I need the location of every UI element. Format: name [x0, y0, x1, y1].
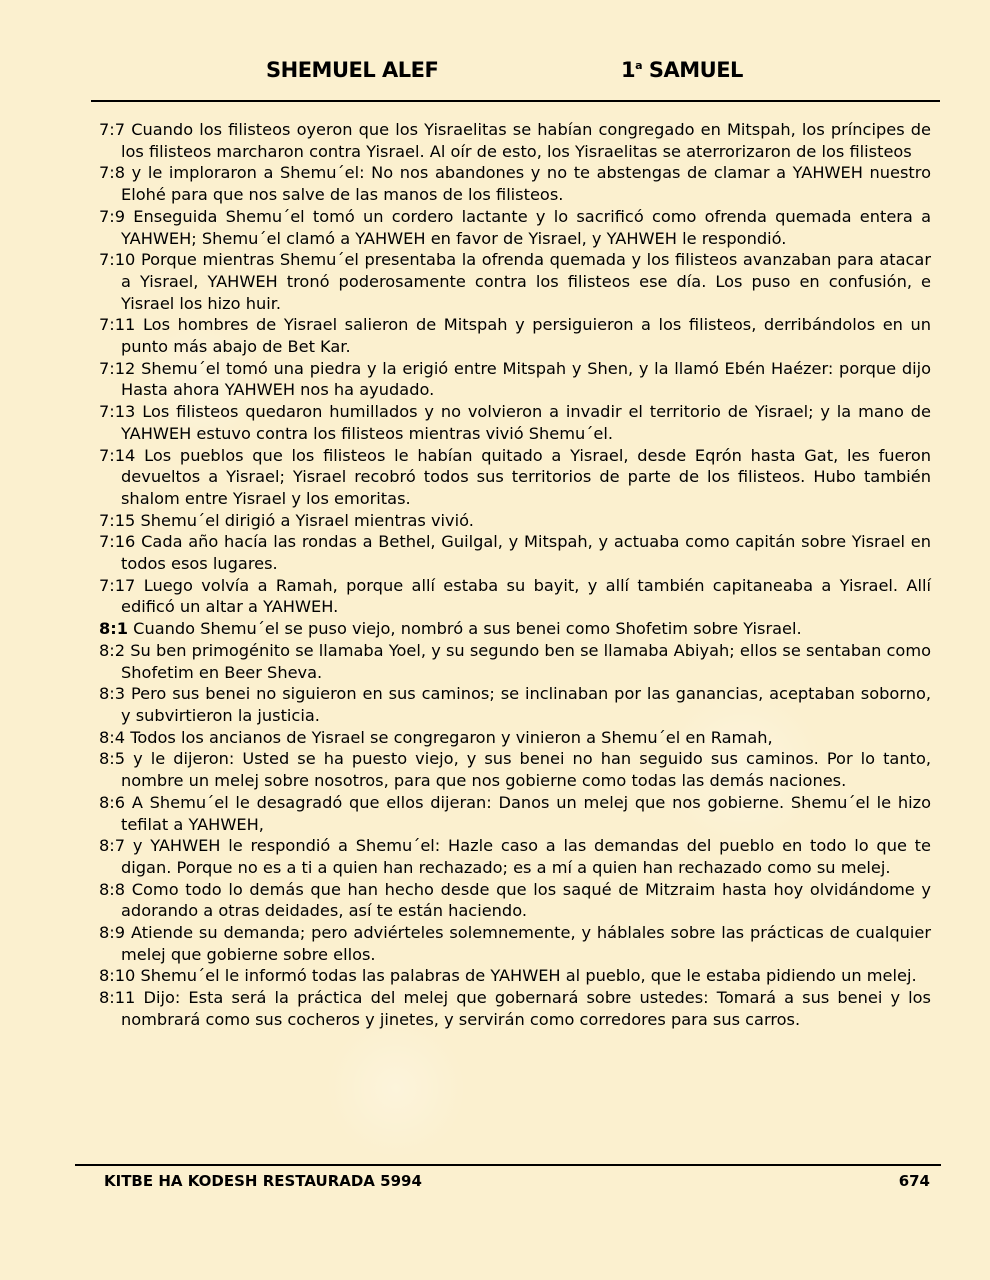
verse-text: Cada año hacía las rondas a Bethel, Guilgal, y Mitspah, y actuaba como capitán sobre Yisrael en todos esos lugares. — [121, 532, 931, 574]
verse — [99, 987, 931, 1030]
verse-reference: 8:4 — [99, 727, 126, 747]
page-header — [0, 58, 990, 90]
book-title-spanish — [621, 58, 743, 82]
verse-text: y YAHWEH le respondió a Shemu´el: Hazle caso a las demandas del pueblo en todo lo que te digan. Porque no es a ti a quien han rechazado; es a mí a quien han rechazado como su melej. — [121, 836, 931, 877]
verse-text: Su ben primogénito se llamaba Yoel, y su segundo ben se llamaba Abiyah; ellos se sentaban como Shofetim en Beer Sheva. — [121, 640, 932, 682]
verse-text: Shemu´el tomó una piedra y la erigió entre Mitspah y Shen, y la llamó Ebén Haézer: porque dijo Hasta ahora YAHWEH nos ha ayudado. — [121, 358, 931, 400]
verse-reference: 7:12 — [99, 358, 136, 378]
verse-text: Los pueblos que los filisteos le habían quitado a Yisrael, desde Eqrón hasta Gat, les fueron devueltos a Yisrael; Yisrael recobró todos sus territorios de parte de los filisteos. Hubo también shalom entre Yisrael y los emoritas. — [121, 445, 931, 508]
verse-reference: 7:17 — [99, 575, 136, 595]
verse-reference: 7:9 — [99, 206, 126, 226]
verse — [99, 640, 931, 683]
verse — [99, 792, 931, 835]
verse-reference: 7:7 — [99, 120, 126, 139]
verse-reference: 7:16 — [99, 532, 136, 552]
verse-reference: 7:10 — [99, 250, 136, 270]
verse — [99, 510, 931, 532]
verse — [99, 618, 931, 640]
verse-text: Shemu´el dirigió a Yisrael mientras vivió. — [140, 510, 474, 530]
verse — [99, 249, 931, 314]
verse-text: y le dijeron: Usted se ha puesto viejo, y sus benei no han seguido sus caminos. Por lo tanto, nombre un melej sobre nosotros, para que nos gobierne como todas las demás naciones. — [121, 749, 931, 791]
verse — [99, 748, 931, 791]
verse-text: Como todo lo demás que han hecho desde que los saqué de Mitzraim hasta hoy olvidándome y adorando a otras deidades, así te están haciendo. — [121, 879, 931, 921]
verse-reference: 8:10 — [99, 966, 136, 986]
verse-reference: 7:11 — [99, 315, 136, 335]
verse — [99, 575, 931, 618]
verse — [99, 206, 931, 249]
verse-reference: 8:1 — [99, 619, 128, 639]
verse — [99, 314, 931, 357]
verse — [99, 835, 931, 878]
verse — [99, 401, 931, 444]
verse-text: y le imploraron a Shemu´el: No nos abandones y no te abstengas de clamar a YAHWEH nuestro Elohé para que nos salve de las manos de los filisteos. — [121, 163, 931, 205]
footer-title: KITBE HA KODESH RESTAURADA 5994 — [104, 1172, 422, 1190]
header-divider — [91, 100, 940, 102]
verse-text: Luego volvía a Ramah, porque allí estaba su bayit, y allí también capitaneaba a Yisrael. Allí edificó un altar a YAHWEH. — [121, 575, 931, 617]
verse-reference: 8:7 — [99, 836, 126, 856]
verse-text: Pero sus benei no siguieron en sus caminos; se inclinaban por las ganancias, aceptaban soborno, y subvirtieron la justicia. — [121, 684, 931, 725]
verse — [99, 531, 931, 574]
verse — [99, 922, 931, 965]
verse-text: A Shemu´el le desagradó que ellos dijeran: Danos un melej que nos gobierne. Shemu´el le hizo tefilat a YAHWEH, — [121, 792, 931, 834]
verse-list — [99, 119, 931, 1031]
verse — [99, 965, 931, 987]
book-name: SAMUEL — [648, 58, 743, 82]
verse-reference: 8:9 — [99, 923, 126, 943]
verse-reference: 8:2 — [99, 640, 126, 660]
verse-reference: 8:8 — [99, 879, 126, 899]
verse-text: Porque mientras Shemu´el presentaba la ofrenda quemada y los filisteos avanzaban para atacar a Yisrael, YAHWEH tronó poderosamente contra los filisteos ese día. Los puso en confusión, e Yisrael los hizo huir. — [121, 250, 932, 313]
verse-reference: 7:15 — [99, 510, 136, 530]
verse-reference: 8:6 — [99, 792, 126, 812]
verse-text: Cuando Shemu´el se puso viejo, nombró a sus benei como Shofetim sobre Yisrael. — [133, 619, 802, 639]
verse — [99, 727, 931, 749]
verse-text: Todos los ancianos de Yisrael se congregaron y vinieron a Shemu´el en Ramah, — [130, 727, 773, 747]
verse-reference: 7:13 — [99, 402, 136, 422]
verse-text: Shemu´el le informó todas las palabras de YAHWEH al pueblo, que le estaba pidiendo un melej. — [140, 966, 917, 986]
verse-text: Enseguida Shemu´el tomó un cordero lactante y lo sacrificó como ofrenda quemada entera a YAHWEH; Shemu´el clamó a YAHWEH en favor de Yisrael, y YAHWEH le respondió. — [121, 206, 931, 248]
verse — [99, 879, 931, 922]
verse — [99, 445, 931, 510]
book-title-hebrew: SHEMUEL ALEF — [266, 58, 439, 82]
verse-reference: 7:8 — [99, 163, 126, 183]
verse-text: Los filisteos quedaron humillados y no volvieron a invadir el territorio de Yisrael; y la mano de YAHWEH estuvo contra los filisteos mientras vivió Shemu´el. — [121, 402, 932, 443]
verse-text: Cuando los filisteos oyeron que los Yisraelitas se habían congregado en Mitspah, los príncipes de los filisteos marcharon contra Yisrael. Al oír de esto, los Yisraelitas se aterrorizaron de los filisteos — [121, 120, 931, 161]
verse-text: Los hombres de Yisrael salieron de Mitspah y persiguieron a los filisteos, derribándolos en un punto más abajo de Bet Kar. — [121, 315, 932, 357]
page-number: 674 — [898, 1172, 930, 1190]
book-number-ordinal: a — [635, 59, 643, 72]
verse-reference: 8:5 — [99, 749, 126, 769]
verse — [99, 119, 931, 162]
verse — [99, 162, 931, 205]
verse — [99, 683, 931, 726]
verse-text: Atiende su demanda; pero adviérteles solemnemente, y háblales sobre las prácticas de cualquier melej que gobierne sobre ellos. — [121, 923, 931, 964]
verse-text: Dijo: Esta será la práctica del melej que gobernará sobre ustedes: Tomará a sus benei y los nombrará como sus cocheros y jinetes, y servirán como corredores para sus carros. — [121, 988, 931, 1029]
verse-reference: 8:3 — [99, 684, 126, 704]
verse — [99, 358, 931, 401]
verse-reference: 7:14 — [99, 445, 136, 465]
footer-divider — [75, 1164, 941, 1166]
book-number: 1 — [621, 58, 636, 82]
verse-reference: 8:11 — [99, 988, 136, 1008]
